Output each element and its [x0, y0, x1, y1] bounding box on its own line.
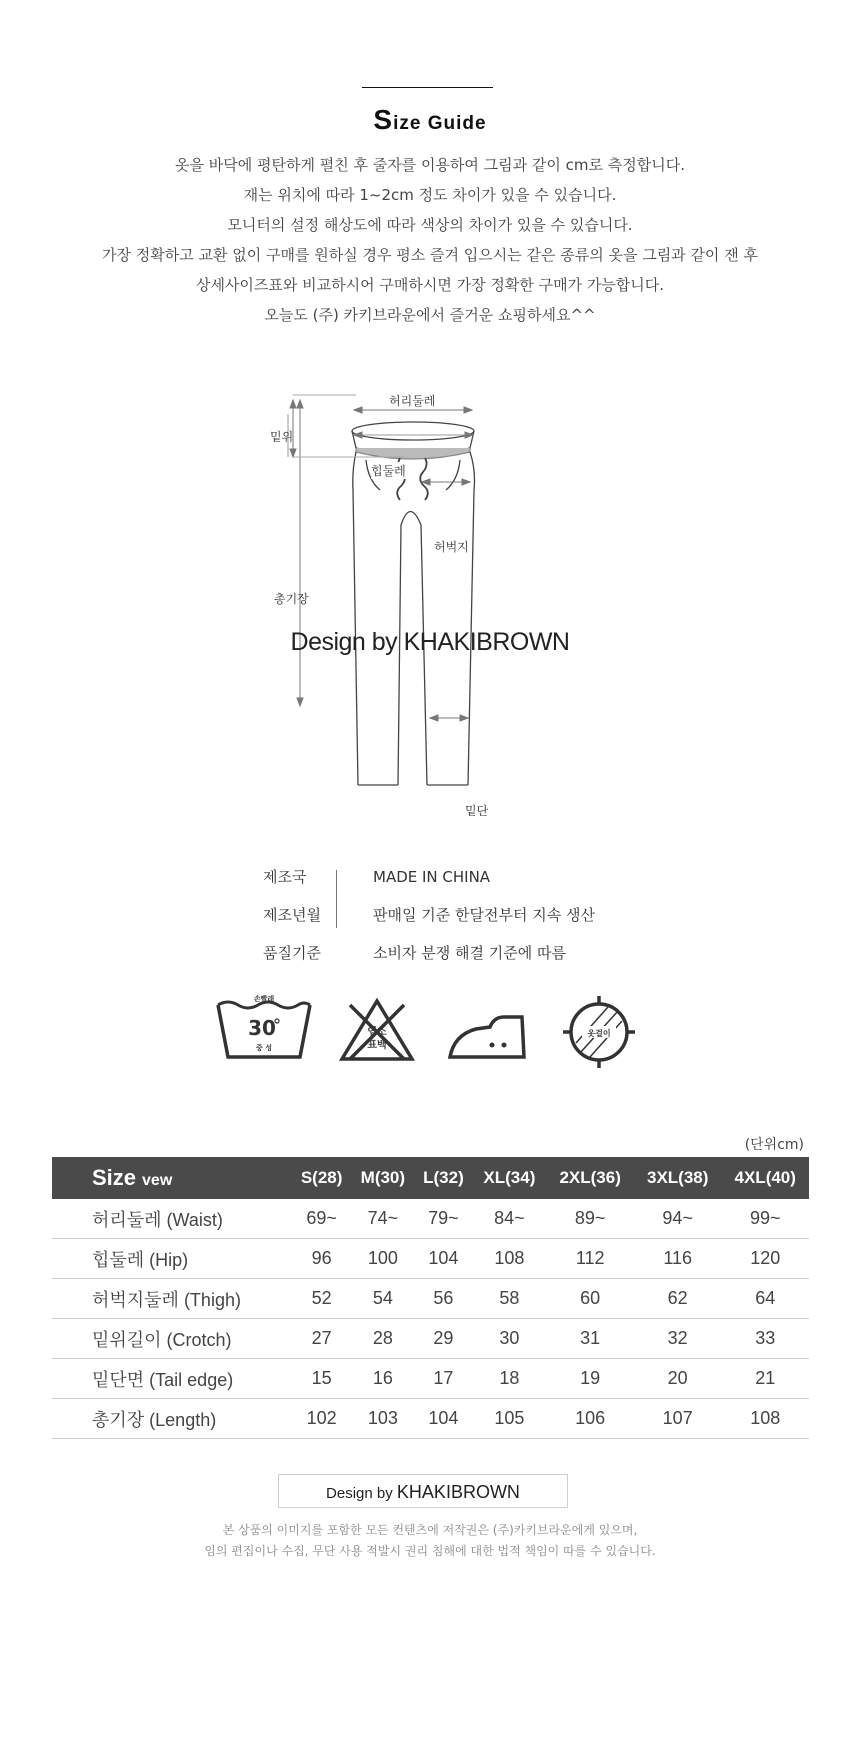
info-label: 품질기준 [263, 944, 321, 962]
intro-line: 재는 위치에 따라 1~2cm 정도 차이가 있을 수 있습니다. [243, 186, 617, 204]
info-divider [336, 870, 337, 928]
size-table-header [52, 1157, 809, 1199]
svg-text:손빨래: 손빨래 [253, 995, 275, 1003]
row-label: 밑위길이 (Crotch) [52, 1319, 292, 1359]
table-cell: 94~ [634, 1199, 722, 1239]
waist-label: 허리둘레 [389, 394, 436, 408]
header-size-main: Size [92, 1165, 137, 1190]
svg-text:염소: 염소 [367, 1027, 387, 1038]
rise-label: 밑위 [270, 430, 294, 444]
intro-line: 옷을 바닥에 평탄하게 펼친 후 줄자를 이용하여 그림과 같이 cm로 측정합니다. [174, 156, 685, 174]
table-cell: 54 [351, 1279, 414, 1319]
table-cell: 89~ [546, 1199, 634, 1239]
hand-wash-icon [214, 995, 314, 1070]
table-cell: 29 [415, 1319, 473, 1359]
table-cell: 84~ [472, 1199, 546, 1239]
table-row [52, 1199, 809, 1239]
table-cell: 74~ [351, 1199, 414, 1239]
table-cell: 106 [546, 1399, 634, 1439]
table-cell: 105 [472, 1399, 546, 1439]
table-cell: 103 [351, 1399, 414, 1439]
svg-text:중 성: 중 성 [256, 1044, 272, 1052]
row-label: 힙둘레 (Hip) [52, 1239, 292, 1279]
table-cell: 21 [721, 1359, 809, 1399]
table-cell: 52 [292, 1279, 351, 1319]
info-value: 소비자 분쟁 해결 기준에 따름 [373, 944, 566, 962]
row-label: 허벅지둘레 (Thigh) [52, 1279, 292, 1319]
hang-dry-icon [560, 995, 638, 1070]
column-header: M(30) [351, 1157, 414, 1199]
pants-diagram [270, 380, 600, 820]
table-cell: 30 [472, 1319, 546, 1359]
intro-line: 가장 정확하고 교환 없이 구매를 원하실 경우 평소 즐겨 입으시는 같은 종류의 옷을 그림과 같이 잰 후 [102, 246, 758, 264]
table-cell: 62 [634, 1279, 722, 1319]
table-cell: 20 [634, 1359, 722, 1399]
brand-box [278, 1474, 568, 1508]
row-label: 허리둘레 (Waist) [52, 1199, 292, 1239]
column-header: 4XL(40) [721, 1157, 809, 1199]
svg-text:표백: 표백 [367, 1040, 387, 1051]
table-cell: 58 [472, 1279, 546, 1319]
copyright-notice [0, 1520, 860, 1562]
svg-text:옷걸이: 옷걸이 [587, 1029, 611, 1038]
table-cell: 120 [721, 1239, 809, 1279]
header-size [52, 1157, 292, 1199]
table-cell: 15 [292, 1359, 351, 1399]
page-title [0, 104, 860, 136]
table-cell: 33 [721, 1319, 809, 1359]
table-cell: 96 [292, 1239, 351, 1279]
table-row [52, 1319, 809, 1359]
size-table [52, 1157, 809, 1439]
table-cell: 16 [351, 1359, 414, 1399]
no-bleach-icon [338, 995, 416, 1070]
table-cell: 60 [546, 1279, 634, 1319]
table-cell: 69~ [292, 1199, 351, 1239]
table-cell: 100 [351, 1239, 414, 1279]
info-label: 제조년월 [263, 906, 321, 924]
table-cell: 17 [415, 1359, 473, 1399]
title-rule [362, 87, 493, 88]
table-cell: 99~ [721, 1199, 809, 1239]
intro-text [0, 150, 860, 330]
table-cell: 19 [546, 1359, 634, 1399]
table-cell: 116 [634, 1239, 722, 1279]
row-label: 총기장 (Length) [52, 1399, 292, 1439]
brand-name: KHAKIBROWN [396, 1482, 520, 1502]
table-cell: 27 [292, 1319, 351, 1359]
pants-illustration [270, 380, 600, 820]
column-header: 2XL(36) [546, 1157, 634, 1199]
table-cell: 112 [546, 1239, 634, 1279]
intro-line: 상세사이즈표와 비교하시어 구매하시면 가장 정확한 구매가 가능합니다. [195, 276, 665, 294]
table-row [52, 1399, 809, 1439]
unit-label: (단위cm) [744, 1137, 804, 1153]
table-cell: 102 [292, 1399, 351, 1439]
hem-label: 밑단 [465, 804, 489, 818]
table-cell: 28 [351, 1319, 414, 1359]
table-cell: 104 [415, 1239, 473, 1279]
table-cell: 108 [721, 1399, 809, 1439]
copyright-line: 임의 편집이나 수집, 무단 사용 적발시 권리 침해에 대한 법적 책임이 따를 수 있습니다. [204, 1544, 656, 1558]
table-cell: 64 [721, 1279, 809, 1319]
brand-prefix: Design by [326, 1485, 393, 1502]
row-label: 밑단면 (Tail edge) [52, 1359, 292, 1399]
table-cell: 56 [415, 1279, 473, 1319]
column-header: 3XL(38) [634, 1157, 722, 1199]
table-cell: 107 [634, 1399, 722, 1439]
title-rest: ize Guide [393, 113, 487, 134]
svg-text:30: 30 [248, 1016, 276, 1040]
length-label: 총기장 [274, 592, 309, 606]
title-initial: S [373, 104, 394, 135]
column-header: S(28) [292, 1157, 351, 1199]
diagram-watermark: Design by KHAKIBROWN [290, 628, 570, 656]
table-row [52, 1279, 809, 1319]
table-cell: 31 [546, 1319, 634, 1359]
table-cell: 32 [634, 1319, 722, 1359]
table-cell: 79~ [415, 1199, 473, 1239]
column-header: L(32) [415, 1157, 473, 1199]
thigh-label: 허벅지 [434, 540, 469, 554]
info-label: 제조국 [263, 868, 307, 886]
header-size-sub: vew [142, 1172, 173, 1189]
table-row [52, 1239, 809, 1279]
intro-line: 모니터의 설정 해상도에 따라 색상의 차이가 있을 수 있습니다. [227, 216, 633, 234]
intro-line: 오늘도 (주) 카키브라운에서 즐거운 쇼핑하세요^^ [264, 306, 596, 324]
copyright-line: 본 상품의 이미지를 포함한 모든 컨텐츠에 저작권은 (주)카키브라운에게 있으며, [222, 1523, 638, 1537]
hip-label: 힙둘레 [371, 464, 406, 478]
iron-icon [446, 995, 528, 1070]
column-header: XL(34) [472, 1157, 546, 1199]
info-value: MADE IN CHINA [373, 868, 491, 886]
table-row [52, 1359, 809, 1399]
table-cell: 18 [472, 1359, 546, 1399]
info-value: 판매일 기준 한달전부터 지속 생산 [373, 906, 595, 924]
table-cell: 104 [415, 1399, 473, 1439]
table-cell: 108 [472, 1239, 546, 1279]
